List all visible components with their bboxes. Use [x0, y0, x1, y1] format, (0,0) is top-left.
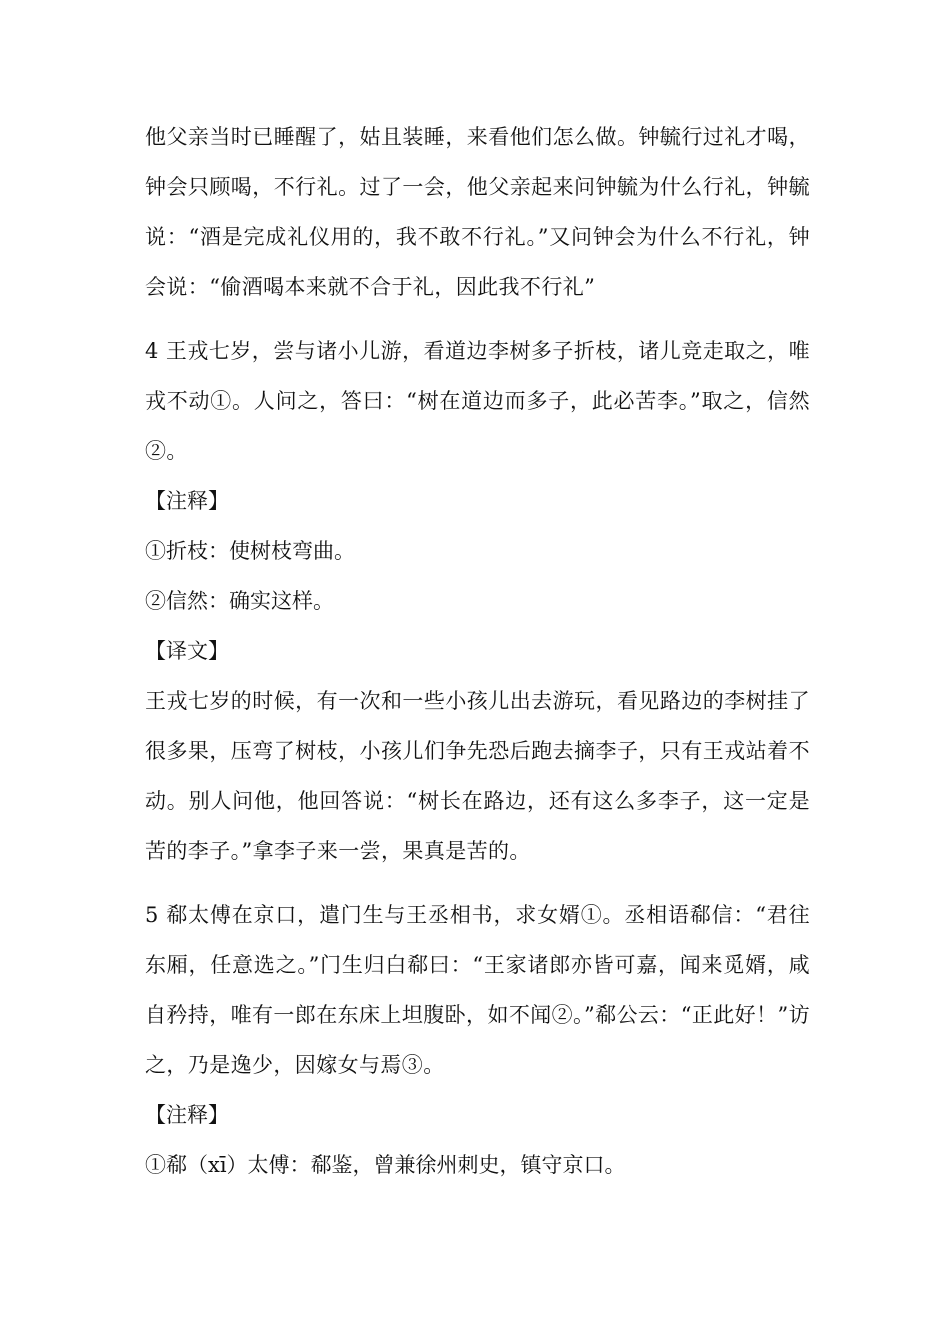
paragraph-story4: 4 王戎七岁，尝与诸小儿游，看道边李树多子折枝，诸儿竞走取之，唯戎不动①。人问之，答曰：“树在道边而多子，此必苦李。”取之，信然②。: [145, 339, 810, 463]
notes-heading: 【注释】: [145, 489, 229, 513]
note-item: ②信然：确实这样。: [145, 589, 334, 613]
paragraph-story4-translation: 王戎七岁的时候，有一次和一些小孩儿出去游玩，看见路边的李树挂了很多果，压弯了树枝，小孩儿们争先恐后跑去摘李子，只有王戎站着不动。别人问他，他回答说：“树长在路边，还有这么多李子，这一定是苦的李子。”拿李子来一尝，果真是苦的。: [145, 689, 810, 863]
translation-heading: 【译文】: [145, 639, 229, 663]
paragraph-story3-translation-end: 他父亲当时已睡醒了，姑且装睡，来看他们怎么做。钟毓行过礼才喝，钟会只顾喝，不行礼。过了一会，他父亲起来问钟毓为什么行礼，钟毓说：“酒是完成礼仪用的，我不敢不行礼。”又问钟会为什么不行礼，钟会说：“偷酒喝本来就不合于礼，因此我不行礼”: [145, 125, 810, 299]
note-item: ①折枝：使树枝弯曲。: [145, 539, 355, 563]
document-page: [145, 112, 810, 1190]
note-item: ①郗（xī）太傅：郗鉴，曾兼徐州刺史，镇守京口。: [145, 1153, 626, 1177]
notes-heading: 【注释】: [145, 1103, 229, 1127]
paragraph-story5: 5 郗太傅在京口，遣门生与王丞相书，求女婿①。丞相语郗信：“君往东厢，任意选之。”门生归白郗曰：“王家诸郎亦皆可嘉，闻来觅婿，咸自矜持，唯有一郎在东床上坦腹卧，如不闻②。”郗公云：“正此好！”访之，乃是逸少，因嫁女与焉③。: [145, 903, 810, 1077]
